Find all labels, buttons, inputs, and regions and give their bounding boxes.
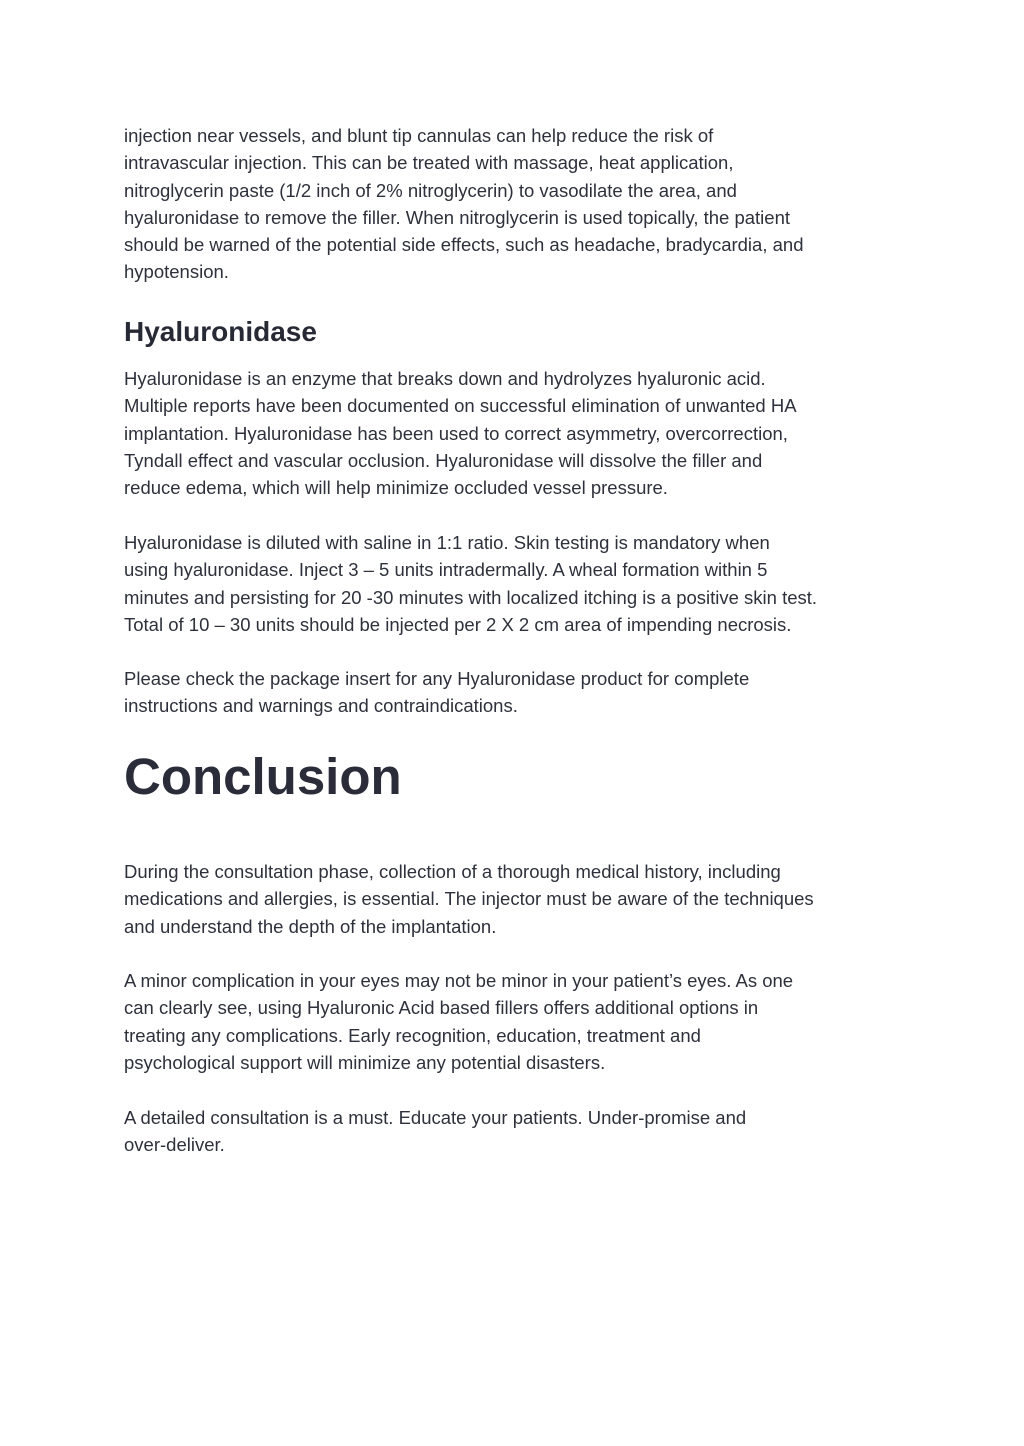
text-line: During the consultation phase, collection of a thorough medical history, including (124, 861, 781, 882)
text-line: Total of 10 – 30 units should be injected per 2 X 2 cm area of impending necrosis. (124, 613, 792, 635)
text-line: hypotension. (124, 261, 229, 283)
text-line: Multiple reports have been documented on successful elimination of unwanted HA (124, 395, 797, 417)
conclusion-paragraph-1 (124, 858, 814, 940)
text-line: instructions and warnings and contraindications. (124, 695, 518, 717)
text-line: and understand the depth of the implantation. (124, 915, 497, 937)
text-line: minutes and persisting for 20 -30 minutes with localized itching is a positive skin test. (124, 586, 818, 608)
section-heading-hyaluronidase: Hyaluronidase (124, 316, 317, 347)
hyaluronidase-paragraph-3 (124, 665, 749, 720)
text-line: should be warned of the potential side effects, such as headache, bradycardia, and (124, 234, 804, 256)
intro-paragraph (124, 122, 803, 286)
text-line: Please check the package insert for any Hyaluronidase product for complete (124, 668, 750, 689)
text-line: using hyaluronidase. Inject 3 – 5 units intradermally. A wheal formation within 5 (124, 559, 768, 581)
text-line: treating any complications. Early recognition, education, treatment and (124, 1024, 701, 1046)
section-heading-conclusion: Conclusion (124, 748, 402, 805)
hyaluronidase-paragraph-1 (124, 365, 797, 501)
text-line: implantation. Hyaluronidase has been used to correct asymmetry, overcorrection, (124, 422, 788, 444)
hyaluronidase-paragraph-2 (124, 529, 817, 638)
text-line: A detailed consultation is a must. Educate your patients. Under-promise and (124, 1107, 747, 1128)
text-line: can clearly see, using Hyaluronic Acid based fillers offers additional options in (124, 997, 759, 1019)
text-line: reduce edema, which will help minimize occluded vessel pressure. (124, 477, 668, 499)
text-line: medications and allergies, is essential. The injector must be aware of the techniques (124, 888, 814, 910)
text-line: nitroglycerin paste (1/2 inch of 2% nitroglycerin) to vasodilate the area, and (124, 179, 737, 201)
text-line: hyaluronidase to remove the filler. When nitroglycerin is used topically, the patient (124, 206, 791, 228)
text-line: psychological support will minimize any potential disasters. (124, 1051, 606, 1073)
text-line: Hyaluronidase is diluted with saline in 1:1 ratio. Skin testing is mandatory when (124, 532, 770, 553)
text-line: A minor complication in your eyes may not be minor in your patient’s eyes. As one (124, 970, 794, 991)
text-line: injection near vessels, and blunt tip cannulas can help reduce the risk of (124, 125, 714, 146)
conclusion-paragraph-2 (124, 967, 793, 1076)
conclusion-paragraph-3 (124, 1104, 746, 1159)
text-line: over-deliver. (124, 1134, 225, 1156)
text-line: Tyndall effect and vascular occlusion. Hyaluronidase will dissolve the filler and (124, 449, 763, 471)
text-line: Hyaluronidase is an enzyme that breaks down and hydrolyzes hyaluronic acid. (124, 368, 766, 389)
text-line: intravascular injection. This can be treated with massage, heat application, (124, 152, 734, 174)
